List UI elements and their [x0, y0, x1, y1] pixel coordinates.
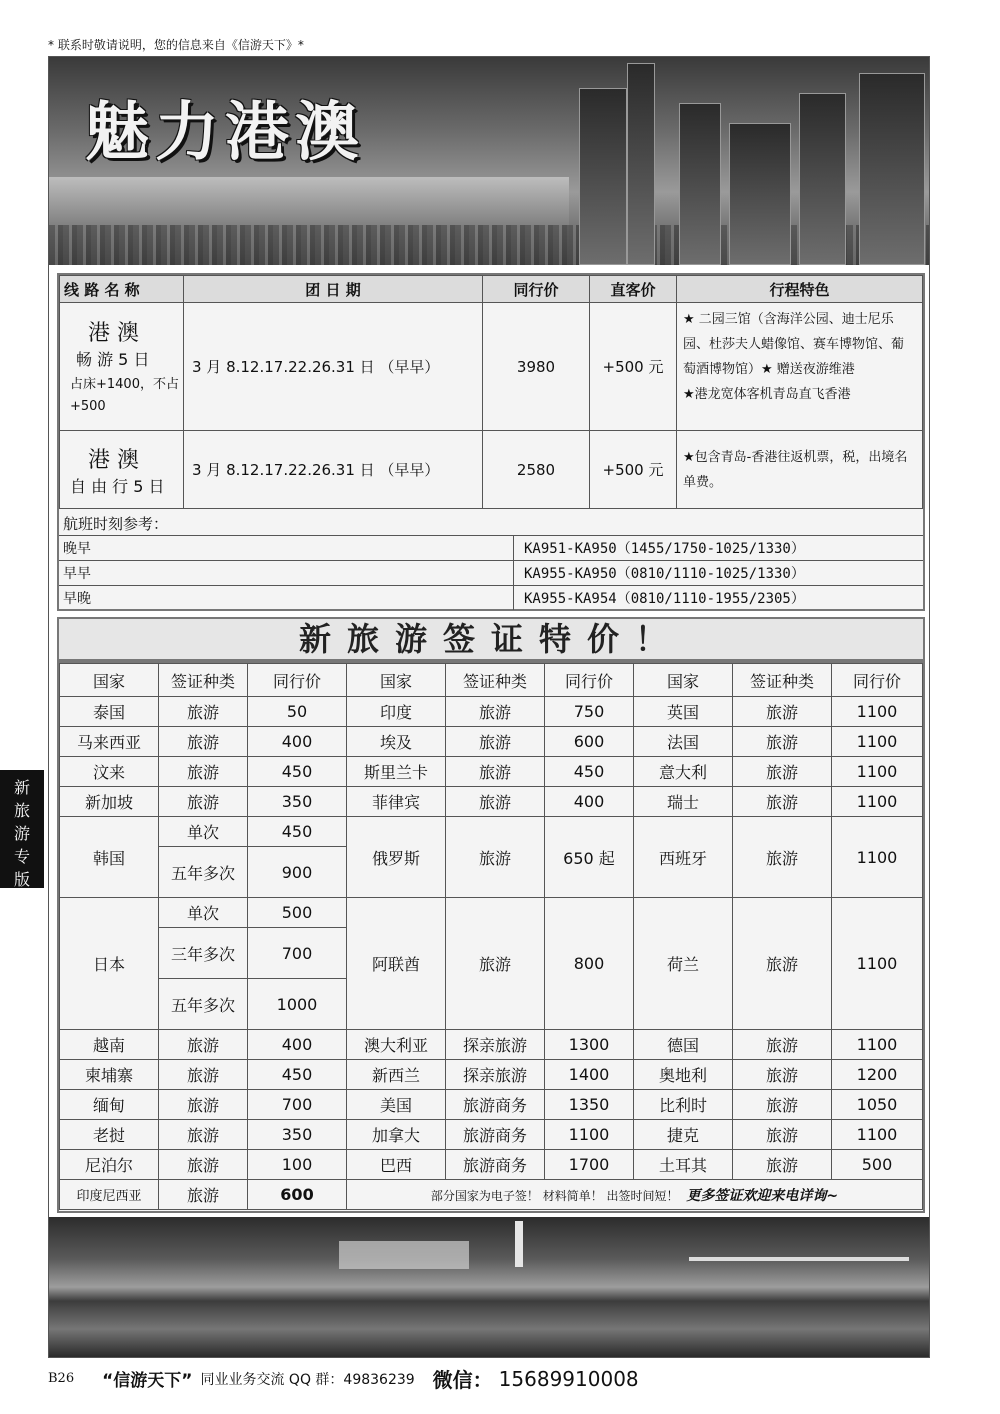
th-retail-price: 直客价: [590, 276, 677, 303]
th-features: 行程特色: [677, 276, 923, 303]
tour-features: [677, 431, 923, 509]
visa-cell: 700: [248, 928, 347, 979]
footer-qq: 同业业务交流 QQ 群：49836239: [200, 1371, 415, 1388]
page-frame: [48, 56, 930, 1358]
visa-cell: 斯里兰卡: [347, 757, 446, 787]
flight-row: [59, 561, 923, 586]
visa-cell: 100: [248, 1150, 347, 1180]
th-peer-price: 同行价: [483, 276, 590, 303]
wechat-number: 15689910008: [498, 1366, 639, 1391]
route-note: 占床+1400，不占+500: [70, 376, 179, 414]
visa-cell: 450: [248, 817, 347, 847]
visa-cell: 旅游: [733, 898, 832, 1030]
visa-cell: 450: [248, 757, 347, 787]
visa-row: [60, 1150, 923, 1180]
hero-banner: [49, 57, 929, 265]
building-image: [339, 1241, 469, 1269]
visa-cell: 旅游商务: [446, 1090, 545, 1120]
footer-brand: “信游天下”: [102, 1371, 193, 1391]
visa-cell: 1100: [832, 898, 923, 1030]
route-name: 港 澳: [88, 320, 139, 346]
visa-note-cell: [347, 1180, 923, 1210]
route-name-cell: [60, 303, 184, 431]
visa-cell: 800: [545, 898, 634, 1030]
visa-cell: 旅游: [446, 817, 545, 898]
visa-cell: 瑞士: [634, 787, 733, 817]
visa-cell: 1200: [832, 1060, 923, 1090]
tour-row: [60, 303, 923, 431]
visa-th: 同行价: [248, 664, 347, 697]
visa-cell: 探亲旅游: [446, 1030, 545, 1060]
visa-row: [60, 1180, 923, 1210]
visa-cell: 旅游: [733, 1030, 832, 1060]
visa-cell: 1700: [545, 1150, 634, 1180]
visa-cell: 土耳其: [634, 1150, 733, 1180]
visa-cell: 400: [248, 727, 347, 757]
visa-cell: 法国: [634, 727, 733, 757]
feature-item: ★包含青岛-香港往返机票，税，出境名单费。: [683, 449, 908, 490]
visa-cell: 600: [248, 1180, 347, 1210]
visa-cell: 旅游: [159, 757, 248, 787]
visa-cell: 1100: [545, 1120, 634, 1150]
visa-section: [57, 661, 925, 1213]
visa-cell: 旅游: [733, 1060, 832, 1090]
visa-cell: 三年多次: [159, 928, 248, 979]
visa-cell: 捷克: [634, 1120, 733, 1150]
footer: [48, 1364, 928, 1393]
route-name-cell: [60, 431, 184, 509]
visa-cell: 旅游: [159, 1090, 248, 1120]
flight-label: 早晚: [59, 586, 514, 610]
night-harbor-photo: [49, 1217, 929, 1357]
visa-row: [60, 1090, 923, 1120]
visa-cell: 1100: [832, 727, 923, 757]
visa-header-row: [60, 664, 923, 697]
route-sub: 畅 游 5 日: [76, 349, 150, 369]
visa-note-emphasis: 更多签证欢迎来电详询~: [686, 1187, 839, 1204]
flight-label: 晚早: [59, 536, 514, 560]
route-sub: 自 由 行 5 日: [70, 476, 165, 496]
visa-cell: 意大利: [634, 757, 733, 787]
visa-cell: 汶来: [60, 757, 159, 787]
visa-cell: 450: [248, 1060, 347, 1090]
visa-cell: 单次: [159, 817, 248, 847]
visa-cell: 1100: [832, 757, 923, 787]
visa-cell: 巴西: [347, 1150, 446, 1180]
visa-cell: 菲律宾: [347, 787, 446, 817]
visa-row: [60, 787, 923, 817]
tower-image: [515, 1221, 523, 1267]
side-tab-label: 新旅游专版: [13, 778, 30, 889]
visa-cell: 新西兰: [347, 1060, 446, 1090]
visa-cell: 日本: [60, 898, 159, 1030]
flight-row: [59, 536, 923, 561]
visa-cell: 1300: [545, 1030, 634, 1060]
visa-cell: 韩国: [60, 817, 159, 898]
visa-cell: 旅游: [446, 787, 545, 817]
skyline-image: [49, 225, 929, 265]
visa-cell: 单次: [159, 898, 248, 928]
visa-note: 部分国家为电子签！ 材料简单！ 出签时间短！: [430, 1188, 679, 1203]
visa-table: [59, 663, 923, 1210]
visa-cell: 荷兰: [634, 898, 733, 1030]
visa-cell: 350: [248, 1120, 347, 1150]
top-note: * 联系时敬请说明，您的信息来自《信游天下》*: [48, 38, 304, 52]
visa-row: [60, 1060, 923, 1090]
visa-cell: 1100: [832, 787, 923, 817]
visa-cell: 德国: [634, 1030, 733, 1060]
visa-cell: 缅甸: [60, 1090, 159, 1120]
visa-cell: 俄罗斯: [347, 817, 446, 898]
visa-cell: 500: [832, 1150, 923, 1180]
visa-cell: 加拿大: [347, 1120, 446, 1150]
visa-cell: 1350: [545, 1090, 634, 1120]
visa-cell: 1400: [545, 1060, 634, 1090]
visa-th: 国家: [634, 664, 733, 697]
visa-cell: 1100: [832, 1120, 923, 1150]
visa-cell: 老挝: [60, 1120, 159, 1150]
visa-row: [60, 898, 923, 928]
visa-cell: 350: [248, 787, 347, 817]
feature-item: ★港龙宽体客机青岛直飞香港: [683, 387, 851, 402]
tower-image: [579, 88, 627, 265]
hero-title: 魅力港澳: [85, 95, 365, 170]
visa-cell: 旅游: [733, 817, 832, 898]
visa-cell: 1100: [832, 697, 923, 727]
visa-cell: 旅游: [159, 1060, 248, 1090]
visa-th: 签证种类: [733, 664, 832, 697]
feature-item: ★ 二园三馆（含海洋公园、迪士尼乐园、杜莎夫人蜡像馆、赛车博物馆、葡萄酒博物馆）★ 赠送夜游维港: [683, 312, 905, 377]
visa-cell: 五年多次: [159, 847, 248, 898]
visa-cell: 1100: [832, 1030, 923, 1060]
visa-th: 签证种类: [446, 664, 545, 697]
visa-cell: 450: [545, 757, 634, 787]
side-tab: [0, 770, 44, 888]
visa-cell: 旅游: [733, 757, 832, 787]
visa-cell: 旅游: [446, 898, 545, 1030]
visa-row: [60, 757, 923, 787]
visa-cell: 旅游: [159, 1120, 248, 1150]
visa-cell: 400: [248, 1030, 347, 1060]
visa-cell: 越南: [60, 1030, 159, 1060]
tower-image: [859, 73, 925, 265]
flight-section: [57, 513, 925, 611]
flight-value: KA955-KA954（0810/1110-1955/2305）: [524, 591, 805, 607]
visa-row: [60, 1120, 923, 1150]
tour-retail-price: +500 元: [590, 431, 677, 509]
flight-label: 早早: [59, 561, 514, 585]
th-dates: 团 日 期: [184, 276, 483, 303]
tour-table: [59, 275, 923, 509]
visa-row: [60, 1030, 923, 1060]
visa-th: 同行价: [545, 664, 634, 697]
visa-cell: 柬埔寨: [60, 1060, 159, 1090]
visa-cell: 旅游: [159, 727, 248, 757]
tour-peer-price: 2580: [483, 431, 590, 509]
visa-cell: 埃及: [347, 727, 446, 757]
visa-th: 国家: [60, 664, 159, 697]
visa-cell: 1050: [832, 1090, 923, 1120]
visa-cell: 阿联酋: [347, 898, 446, 1030]
tour-peer-price: 3980: [483, 303, 590, 431]
visa-cell: 900: [248, 847, 347, 898]
visa-cell: 750: [545, 697, 634, 727]
page-number: B26: [48, 1371, 75, 1386]
visa-cell: 旅游: [159, 1150, 248, 1180]
visa-cell: 旅游: [159, 1180, 248, 1210]
visa-cell: 探亲旅游: [446, 1060, 545, 1090]
visa-cell: 比利时: [634, 1090, 733, 1120]
visa-cell: 旅游商务: [446, 1120, 545, 1150]
visa-cell: 旅游: [159, 1030, 248, 1060]
visa-cell: 美国: [347, 1090, 446, 1120]
visa-cell: 1000: [248, 979, 347, 1030]
visa-cell: 旅游: [733, 697, 832, 727]
visa-cell: 印度尼西亚: [60, 1180, 159, 1210]
visa-cell: 泰国: [60, 697, 159, 727]
visa-cell: 印度: [347, 697, 446, 727]
visa-cell: 400: [545, 787, 634, 817]
tower-image: [729, 123, 791, 265]
visa-cell: 旅游商务: [446, 1150, 545, 1180]
wechat-label: 微信：: [432, 1368, 493, 1392]
visa-cell: 旅游: [446, 697, 545, 727]
tour-features: [677, 303, 923, 431]
visa-row: [60, 697, 923, 727]
visa-cell: 700: [248, 1090, 347, 1120]
visa-cell: 旅游: [159, 787, 248, 817]
bridge-image: [689, 1257, 909, 1261]
tower-image: [679, 103, 721, 265]
visa-th: 国家: [347, 664, 446, 697]
visa-cell: 1100: [832, 817, 923, 898]
visa-title: 新旅游签证特价！: [57, 617, 925, 661]
visa-th: 同行价: [832, 664, 923, 697]
tower-image: [799, 93, 846, 265]
visa-cell: 旅游: [159, 697, 248, 727]
visa-cell: 旅游: [733, 727, 832, 757]
tour-dates: 3 月 8.12.17.22.26.31 日 （早早）: [184, 431, 483, 509]
th-route: 线 路 名 称: [60, 276, 184, 303]
visa-cell: 马来西亚: [60, 727, 159, 757]
visa-th: 签证种类: [159, 664, 248, 697]
visa-cell: 500: [248, 898, 347, 928]
visa-cell: 尼泊尔: [60, 1150, 159, 1180]
tower-image: [627, 63, 655, 265]
visa-cell: 旅游: [733, 1120, 832, 1150]
visa-cell: 600: [545, 727, 634, 757]
visa-cell: 英国: [634, 697, 733, 727]
visa-cell: 650 起: [545, 817, 634, 898]
flight-row: [59, 586, 923, 610]
visa-cell: 50: [248, 697, 347, 727]
visa-row: [60, 817, 923, 847]
visa-cell: 旅游: [446, 727, 545, 757]
visa-row: [60, 727, 923, 757]
visa-cell: 西班牙: [634, 817, 733, 898]
visa-cell: 旅游: [733, 787, 832, 817]
tour-row: [60, 431, 923, 509]
visa-cell: 旅游: [733, 1150, 832, 1180]
flight-value: KA955-KA950（0810/1110-1025/1330）: [524, 566, 805, 582]
visa-cell: 旅游: [733, 1090, 832, 1120]
flight-title: 航班时刻参考：: [59, 513, 923, 536]
tour-dates: 3 月 8.12.17.22.26.31 日 （早早）: [184, 303, 483, 431]
visa-cell: 新加坡: [60, 787, 159, 817]
visa-cell: 奥地利: [634, 1060, 733, 1090]
route-name: 港 澳: [88, 447, 139, 473]
tour-retail-price: +500 元: [590, 303, 677, 431]
flight-value: KA951-KA950（1455/1750-1025/1330）: [524, 541, 805, 557]
visa-cell: 澳大利亚: [347, 1030, 446, 1060]
visa-cell: 五年多次: [159, 979, 248, 1030]
visa-cell: 旅游: [446, 757, 545, 787]
